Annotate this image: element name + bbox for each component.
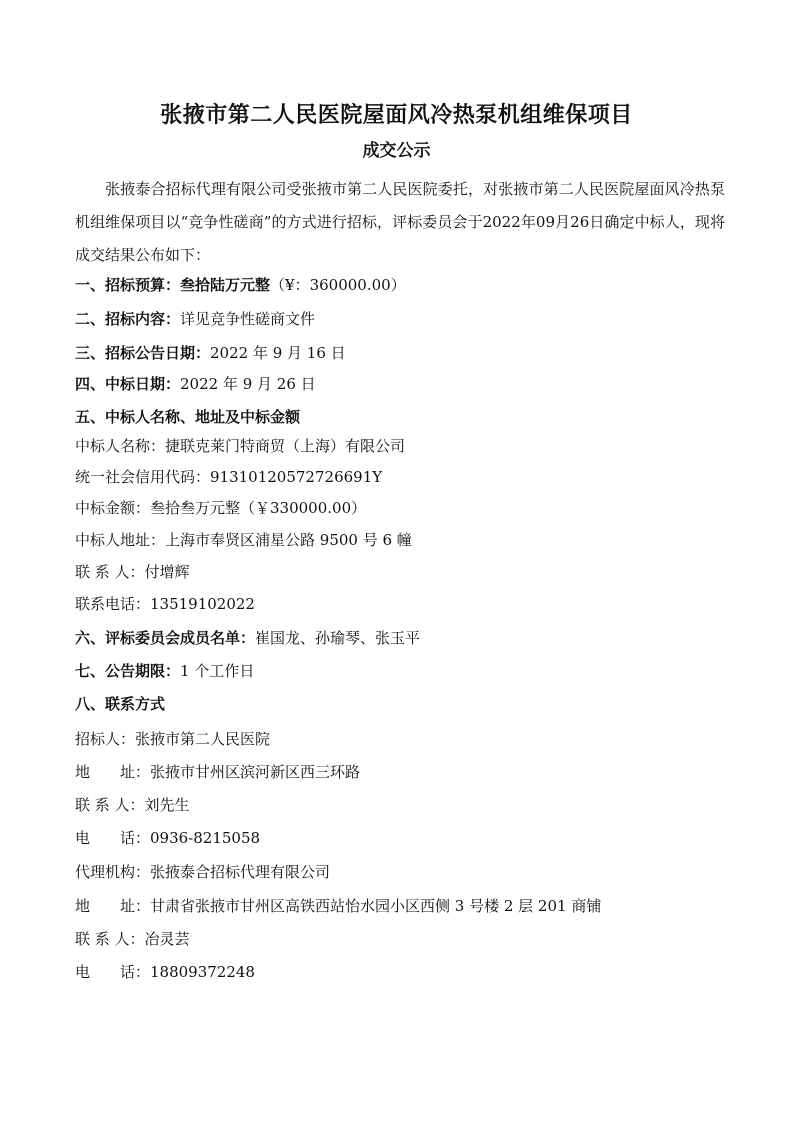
winner-heading: 五、中标人名称、地址及中标金额 (75, 408, 301, 426)
content-line (75, 308, 733, 330)
content-value: 详见竞争性磋商文件 (180, 310, 316, 328)
tenderer-name: 招标人：张掖市第二人民医院 (75, 730, 271, 748)
announce-date-line (75, 342, 733, 364)
winner-credit-code: 统一社会信用代码：91310120572726691Y (75, 468, 383, 486)
agency-address: 地 址：甘肃省张掖市甘州区高铁西站怡水园小区西侧 3 号楼 2 层 201 商铺 (75, 897, 602, 915)
budget-value-bold: 叁拾陆万元整 (180, 276, 271, 294)
award-date-value: 2022 年 9 月 26 日 (180, 375, 316, 393)
announce-date-value: 2022 年 9 月 16 日 (210, 344, 346, 362)
winner-contact: 联 系 人：付增辉 (75, 563, 190, 581)
award-date-line (75, 373, 733, 395)
tenderer-phone: 电 话：0936-8215058 (75, 829, 261, 847)
winner-amount: 中标金额：叁拾叁万元整（￥330000.00） (75, 499, 367, 517)
winner-heading-line (75, 406, 733, 428)
committee-line (75, 627, 733, 649)
winner-name: 中标人名称：捷联克莱门特商贸（上海）有限公司 (75, 437, 406, 455)
announce-date-heading: 三、招标公告日期： (75, 344, 211, 362)
tenderer-contact: 联 系 人：刘先生 (75, 796, 190, 814)
winner-phone: 联系电话：13519102022 (75, 595, 255, 613)
agency-contact: 联 系 人：冶灵芸 (75, 930, 190, 948)
award-date-heading: 四、中标日期： (75, 375, 181, 393)
period-line (75, 660, 733, 682)
contacts-heading-line (75, 693, 733, 715)
committee-value: 崔国龙、孙瑜琴、张玉平 (255, 629, 421, 647)
committee-heading: 六、评标委员会成员名单： (75, 629, 256, 647)
period-value: 1 个工作日 (180, 662, 255, 680)
contacts-heading: 八、联系方式 (75, 695, 166, 713)
budget-line (75, 274, 733, 296)
intro-paragraph: 张掖泰合招标代理有限公司受张掖市第二人民医院委托，对张掖市第二人民医院屋面风冷热泵机组维保项目以“竞争性磋商”的方式进行招标，评标委员会于2022年09月26日确定中标人，现将成交结果公布如下： (75, 180, 725, 264)
document-title: 张掖市第二人民医院屋面风冷热泵机组维保项目 (160, 103, 633, 128)
agency-phone: 电 话：18809372248 (75, 963, 255, 981)
document-subtitle: 成交公示 (362, 141, 431, 161)
budget-heading: 一、招标预算： (75, 276, 181, 294)
tenderer-address: 地 址：张掖市甘州区滨河新区西三环路 (75, 763, 361, 781)
agency-name: 代理机构：张掖泰合招标代理有限公司 (75, 863, 331, 881)
winner-address: 中标人地址：上海市奉贤区浦星公路 9500 号 6 幢 (75, 531, 412, 549)
budget-value: （¥：360000.00） (270, 276, 406, 294)
content-heading: 二、招标内容： (75, 310, 181, 328)
period-heading: 七、公告期限： (75, 662, 181, 680)
